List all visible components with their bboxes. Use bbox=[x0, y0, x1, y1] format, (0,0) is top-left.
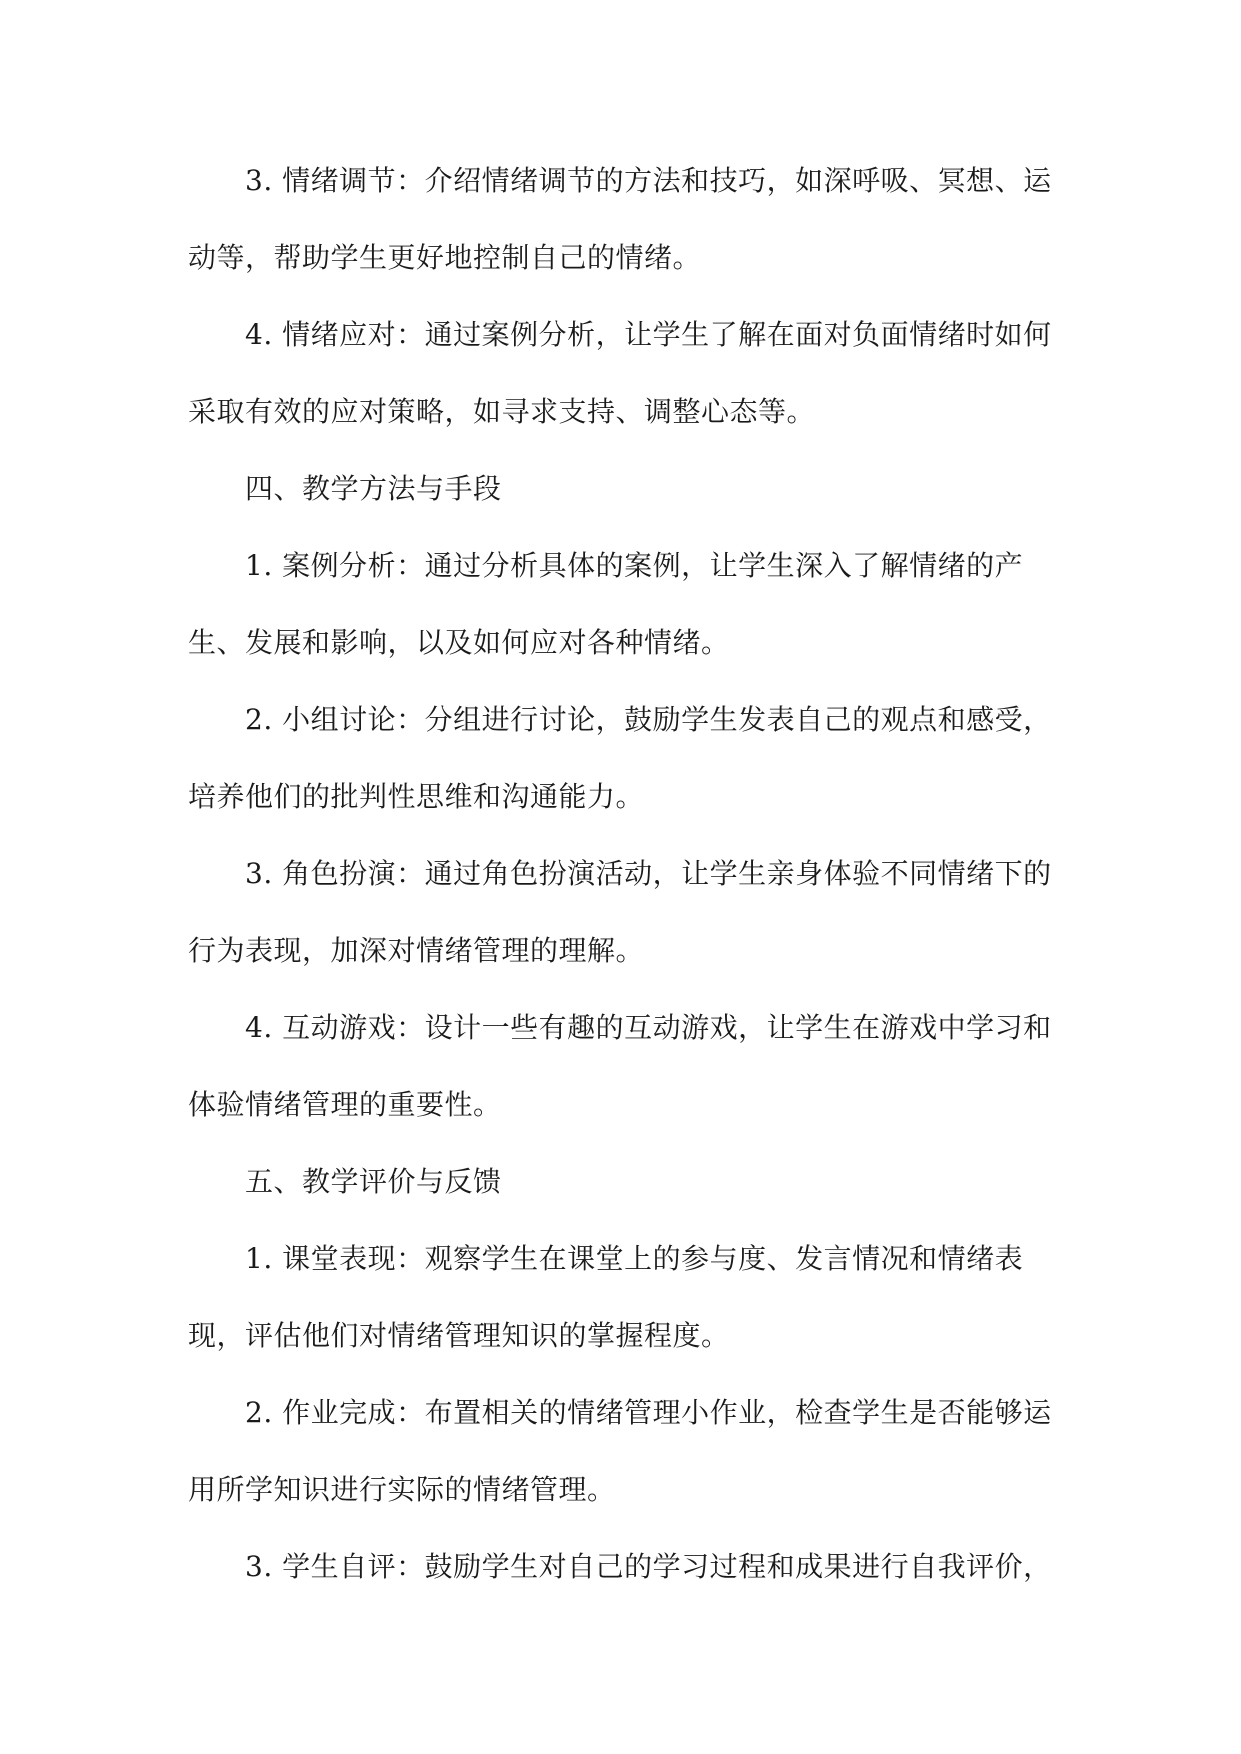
section-heading: 五、教学评价与反馈 bbox=[245, 1165, 502, 1198]
list-item: 3. 情绪调节：介绍情绪调节的方法和技巧，如深呼吸、冥想、运动等，帮助学生更好地控制自己的情绪。 bbox=[188, 164, 1052, 274]
list-item: 2. 小组讨论：分组进行讨论，鼓励学生发表自己的观点和感受，培养他们的批判性思维和沟通能力。 bbox=[188, 703, 1052, 813]
list-item: 1. 案例分析：通过分析具体的案例，让学生深入了解情绪的产生、发展和影响，以及如何应对各种情绪。 bbox=[188, 549, 1024, 659]
list-item: 1. 课堂表现：观察学生在课堂上的参与度、发言情况和情绪表现，评估他们对情绪管理知识的掌握程度。 bbox=[188, 1242, 1024, 1352]
list-item: 3. 角色扮演：通过角色扮演活动，让学生亲身体验不同情绪下的行为表现，加深对情绪管理的理解。 bbox=[188, 857, 1052, 967]
document-body bbox=[188, 142, 1058, 1605]
section-heading: 四、教学方法与手段 bbox=[245, 472, 502, 505]
list-item: 4. 情绪应对：通过案例分析，让学生了解在面对负面情绪时如何采取有效的应对策略，如寻求支持、调整心态等。 bbox=[188, 318, 1052, 428]
list-item: 4. 互动游戏：设计一些有趣的互动游戏，让学生在游戏中学习和体验情绪管理的重要性。 bbox=[188, 1011, 1052, 1121]
list-item: 2. 作业完成：布置相关的情绪管理小作业，检查学生是否能够运用所学知识进行实际的情绪管理。 bbox=[188, 1396, 1052, 1506]
list-item: 3. 学生自评：鼓励学生对自己的学习过程和成果进行自我评价， bbox=[245, 1550, 1052, 1583]
